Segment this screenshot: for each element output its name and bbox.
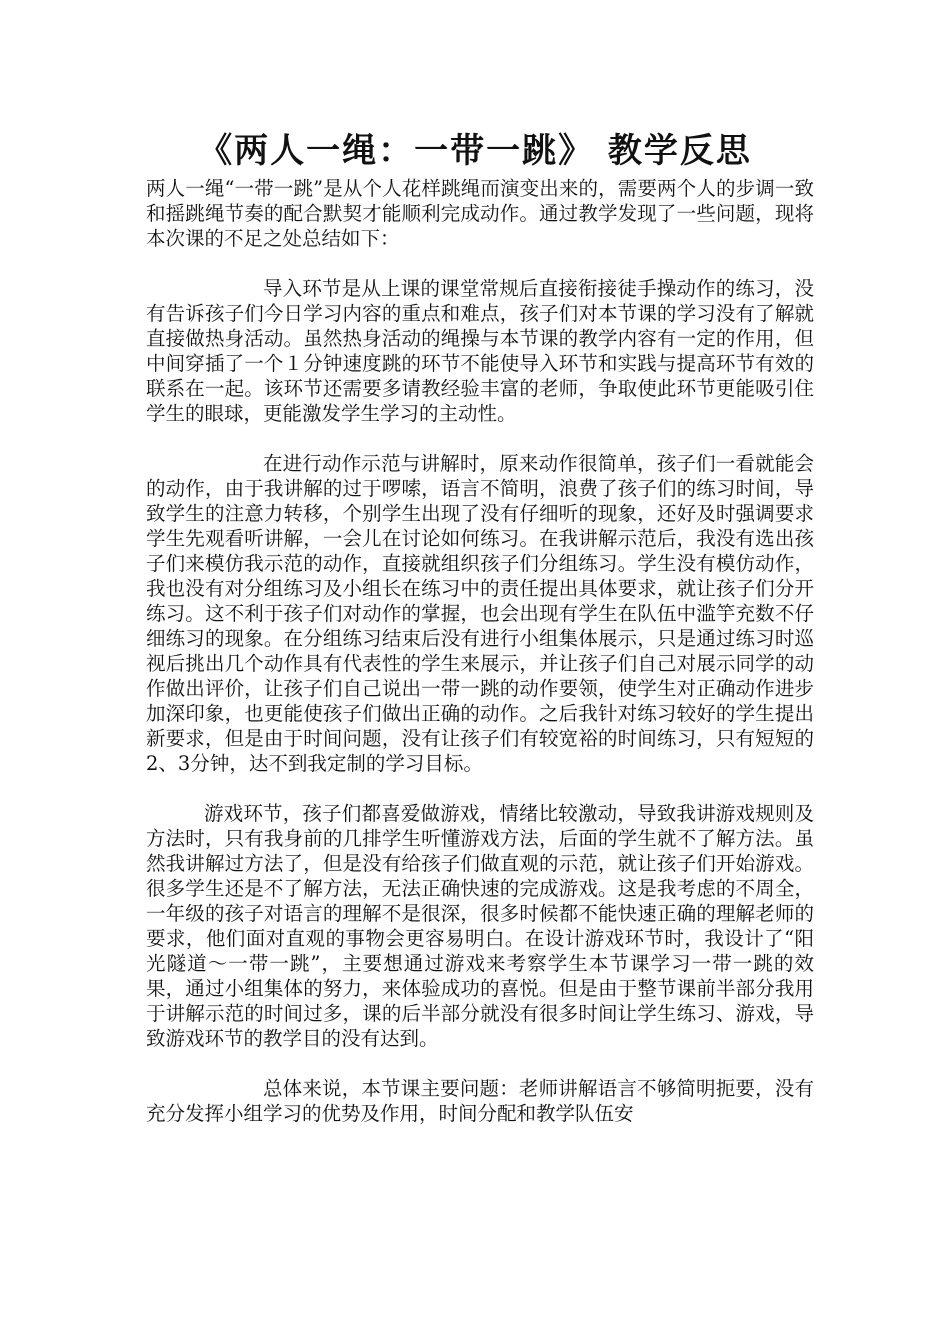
- paragraph-demonstration-section: 在进行动作示范与讲解时，原来动作很简单，孩子们一看就能会的动作，由于我讲解的过于啰嗦，语言不简明，浪费了孩子们的练习时间，导致学生的注意力转移，个别学生出现了没有仔细听的现象，还好及时强调要求学生先观看听讲解，一会儿在讨论如何练习。在我讲解示范后，我没有选出孩子们来模仿我示范的动作，直接就组织孩子们分组练习。学生没有模仿动作，我也没有对分组练习及小组长在练习中的责任提出具体要求，就让孩子们分开练习。这不利于孩子们对动作的掌握，也会出现有学生在队伍中滥竽充数不仔细练习的现象。在分组练习结束后没有进行小组集体展示，只是通过练习时巡视后挑出几个动作具有代表性的学生来展示，并让孩子们自己对展示同学的动作做出评价，让孩子们自己说出一带一跳的动作要领，使学生对正确动作进步加深印象，也更能使孩子们做出正确的动作。之后我针对练习较好的学生提出新要求，但是由于时间问题，没有让孩子们有较宽裕的时间练习，只有短短的2、3分钟，达不到我定制的学习目标。: [146, 452, 814, 775]
- paragraph-game-section: 游戏环节，孩子们都喜爱做游戏，情绪比较激动，导致我讲游戏规则及方法时，只有我身前的几排学生听懂游戏方法，后面的学生就不了解方法。虽然我讲解过方法了，但是没有给孩子们做直观的示范，就让孩子们开始游戏。很多学生还是不了解方法，无法正确快速的完成游戏。这是我考虑的不周全，一年级的孩子对语言的理解不是很深，很多时候都不能快速正确的理解老师的要求，他们面对直观的事物会更容易明白。在设计游戏环节时，我设计了“阳光隧道～一带一跳”，主要想通过游戏来考察学生本节课学习一带一跳的效果，通过小组集体的努力，来体验成功的喜悦。但是由于整节课前半部分我用于讲解示范的时间过多，课的后半部分就没有很多时间让学生练习、游戏，导致游戏环节的教学目的没有达到。: [146, 802, 814, 1050]
- paragraph-introduction-section: 导入环节是从上课的课堂常规后直接衔接徒手操动作的练习，没有告诉孩子们今日学习内容的重点和难点，孩子们对本节课的学习没有了解就直接做热身活动。虽然热身活动的绳操与本节课的教学内容有一定的作用，但中间穿插了一个１分钟速度跳的环节不能使导入环节和实践与提高环节有效的联系在一起。该环节还需要多请教经验丰富的老师，争取使此环节更能吸引住学生的眼球，更能激发学生学习的主动性。: [146, 277, 814, 425]
- document-body: [146, 176, 814, 1126]
- paragraph-summary: 总体来说，本节课主要问题：老师讲解语言不够简明扼要，没有充分发挥小组学习的优势及作用，时间分配和教学队伍安: [146, 1077, 814, 1125]
- paragraph-intro: 两人一绳“一带一跳”是从个人花样跳绳而演变出来的，需要两个人的步调一致和摇跳绳节奏的配合默契才能顺利完成动作。通过教学发现了一些问题，现将本次课的不足之处总结如下：: [146, 177, 814, 250]
- document-title: 《两人一绳：一带一跳》 教学反思: [198, 131, 752, 171]
